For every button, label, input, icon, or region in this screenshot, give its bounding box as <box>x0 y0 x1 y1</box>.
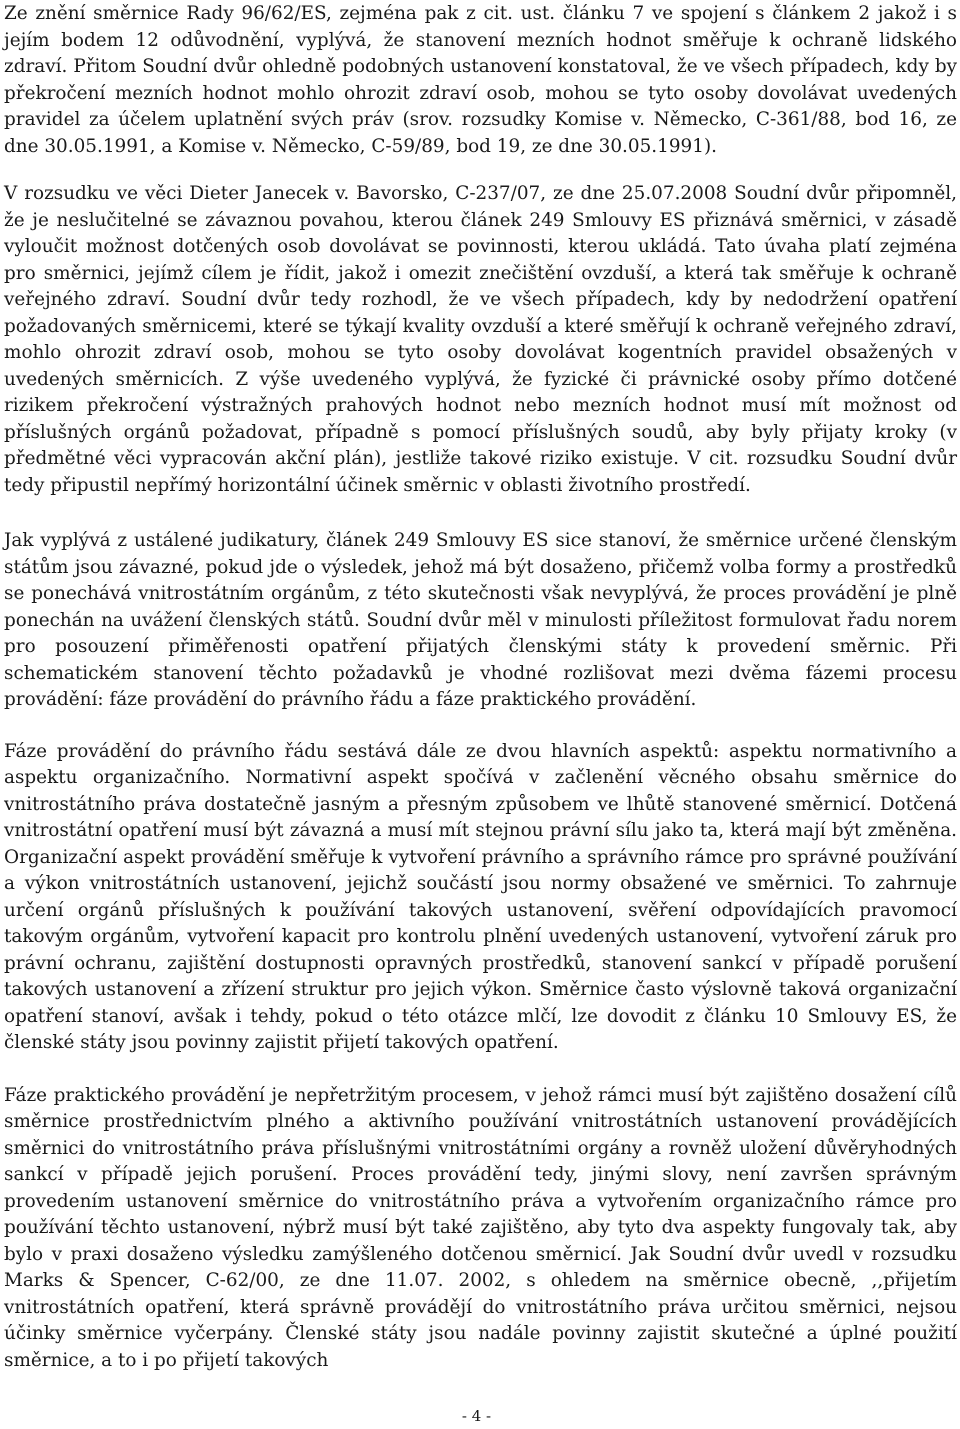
paragraph-legal-transposition-phase: Fáze provádění do právního řádu sestává dále ze dvou hlavních aspektů: aspektu normativního a aspektu organizačního. Normativní aspekt spočívá v začlenění věcného obsahu směrnice do vnitrostátního práva dostatečně jasným a přesným způsobem ve lhůtě stanovené směrnicí. Dotčená vnitrostátní opatření musí být závazná a musí mít stejnou právní sílu jako ta, která mají být změněna. Organizační aspekt provádění směřuje k vytvoření právního a správního rámce pro správné používání a výkon vnitrostátních ustanovení, jejichž součástí jsou normy obsažené ve směrnici. To zahrnuje určení orgánů příslušných k používání takových ustanovení, svěření odpovídajících pravomocí takovým orgánům, vytvoření kapacit pro kontrolu plnění uvedených ustanovení, vytvoření záruk pro právní ochranu, zajištění dostupnosti opravných prostředků, stanovení sankcí v případě porušení takových ustanovení a zřízení struktur pro jejich výkon. Směrnice často výslovně taková organizační opatření stanoví, avšak i tehdy, pokud o této otázce mlčí, lze dovodit z článku 10 Smlouvy ES, že členské státy jsou povinny zajistit přijetí takových opatření. <box>4 740 957 1053</box>
page-number: - 4 - <box>461 1407 492 1425</box>
paragraph-janecek-judgment: V rozsudku ve věci Dieter Janecek v. Bavorsko, C-237/07, ze dne 25.07.2008 Soudní dvůr připomněl, že je neslučitelné se závaznou povahou, kterou článek 249 Smlouvy ES přiznává směrnici, v zásadě vyloučit možnost dotčených osob dovolávat se povinnosti, kterou ukládá. Tato úvaha platí zejména pro směrnici, jejímž cílem je řídit, jakož i omezit znečištění ovzduší, a která tak směřuje k ochraně veřejného zdraví. Soudní dvůr tedy rozhodl, že ve všech případech, kdy by nedodržení opatření požadovaných směrnicemi, které se týkají kvality ovzduší a které směřují k ochraně veřejného zdraví, mohlo ohrozit zdraví osob, mohou se tyto osoby dovolávat kogentních pravidel obsažených v uvedených směrnicích. Z výše uvedeného vyplývá, že fyzické či právnické osoby přímo dotčené rizikem překročení výstražných prahových hodnot nebo mezních hodnot musí mít možnost od příslušných orgánů požadovat, případně s pomocí příslušných soudů, aby byly přijaty kroky (v předmětné věci vypracován akční plán), jestliže takové riziko existuje. V cit. rozsudku Soudní dvůr tedy připustil nepřímý horizontální účinek směrnic v oblasti životního prostředí. <box>4 183 957 496</box>
paragraph-practical-implementation-phase: Fáze praktického provádění je nepřetržitým procesem, v jehož rámci musí být zajištěno dosažení cílů směrnice prostřednictvím plného a aktivního používání vnitrostátních ustanovení provádějících směrnici do vnitrostátního práva příslušnými vnitrostátními orgány a rovněž uložení důvěryhodných sankcí v případě jejich porušení. Proces provádění tedy, jinými slovy, není završen správným provedením ustanovení směrnice do vnitrostátního práva a vytvořením organizačního rámce pro používání těchto ustanovení, nýbrž musí být také zajištěno, aby tyto dva aspekty fungovaly tak, aby bylo v praxi dosaženo výsledku zamýšleného dotčenou směrnicí. Jak Soudní dvůr uvedl v rozsudku Marks & Spencer, C-62/00, ze dne 11.07. 2002, s ohledem na směrnice obecně, ,,přijetím vnitrostátních opatření, která správně provádějí do vnitrostátního práva určitou směrnici, nejsou účinky směrnice vyčerpány. Členské státy jsou nadále povinny zajistit skutečné a úplné použití směrnice, a to i po přijetí takových <box>4 1084 957 1371</box>
paragraph-article-249-case-law: Jak vyplývá z ustálené judikatury, článek 249 Smlouvy ES sice stanoví, že směrnice určené členským státům jsou závazné, pokud jde o výsledek, jehož má být dosaženo, přičemž volba formy a prostředků se ponechává vnitrostátním orgánům, z této skutečnosti však nevyplývá, že proces provádění je plně ponechán na uvážení členských států. Soudní dvůr měl v minulosti příležitost formulovat řadu norem pro posouzení přiměřenosti opatření přijatých členskými státy k provedení směrnic. Při schematickém stanovení těchto požadavků je vhodné rozlišovat mezi dvěma fázemi procesu provádění: fáze provádění do právního řádu a fáze praktického provádění. <box>4 530 957 710</box>
document-page <box>4 0 957 1429</box>
paragraph-directive-health-protection: Ze znění směrnice Rady 96/62/ES, zejména pak z cit. ust. článku 7 ve spojení s článkem 2 jakož i s jejím bodem 12 odůvodnění, vyplývá, že stanovení mezních hodnot směřuje k ochraně lidského zdraví. Přitom Soudní dvůr ohledně podobných ustanovení konstatoval, že ve všech případech, kdy by překročení mezních hodnot mohlo ohrozit zdraví osob, mohou se tyto osoby dovolávat uvedených pravidel za účelem uplatnění svých práv (srov. rozsudky Komise v. Německo, C-361/88, bod 16, ze dne 30.05.1991, a Komise v. Německo, C-59/89, bod 19, ze dne 30.05.1991). <box>4 3 957 157</box>
